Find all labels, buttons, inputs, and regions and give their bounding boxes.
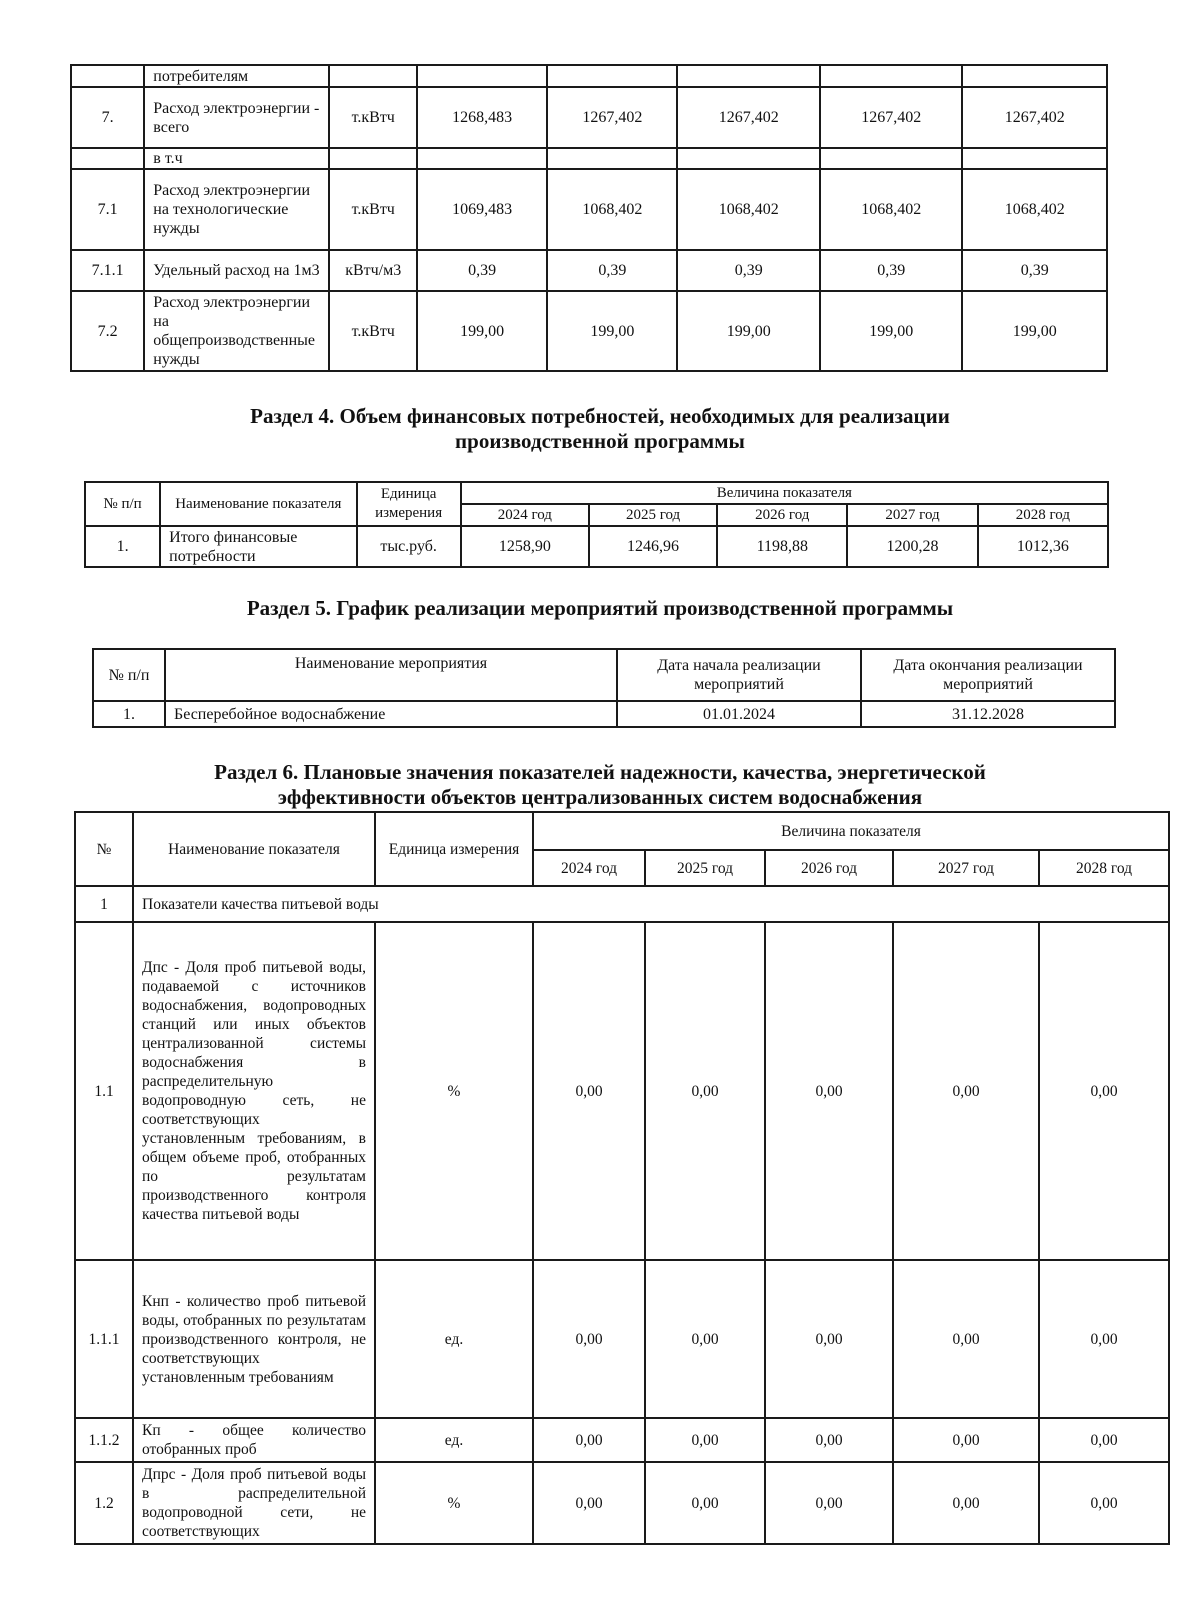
value-cell: 0,00: [765, 1462, 893, 1544]
value-cell: [547, 65, 677, 87]
value-cell: 0,00: [1039, 922, 1169, 1260]
table-row: [75, 1418, 1169, 1462]
header-year: 2024 год: [533, 850, 645, 886]
row-number: 7.1: [71, 169, 144, 250]
row-number: 1.1: [75, 922, 133, 1260]
value-cell: 0,00: [765, 1260, 893, 1418]
value-cell: 1267,402: [962, 87, 1107, 148]
unit-cell: ед.: [375, 1418, 533, 1462]
indicator-name: в т.ч: [144, 148, 329, 169]
value-cell: 199,00: [547, 291, 677, 371]
unit-cell: %: [375, 1462, 533, 1544]
table-header-row: [93, 649, 1115, 701]
indicator-name: Кп - общее количество отобранных проб: [133, 1418, 375, 1462]
header-year: 2026 год: [765, 850, 893, 886]
table-row: [75, 922, 1169, 1260]
indicator-name: Итого финансовые потребности: [160, 526, 356, 567]
value-cell: [547, 148, 677, 169]
header-num: №: [75, 812, 133, 886]
group-number: 1: [75, 886, 133, 922]
value-cell: [677, 65, 819, 87]
indicator-name: Расход электроэнергии - всего: [144, 87, 329, 148]
header-name: Наименование мероприятия: [165, 649, 617, 701]
value-cell: 0,00: [765, 1418, 893, 1462]
value-cell: 0,00: [1039, 1260, 1169, 1418]
table-row: [71, 87, 1107, 148]
row-number: 1.: [93, 701, 165, 727]
header-value: Величина показателя: [461, 482, 1108, 504]
value-cell: 1267,402: [677, 87, 819, 148]
indicator-name: Кнп - количество проб питьевой воды, отобранных по результатам производственного контроля, не соответствующих установленным требованиям: [133, 1260, 375, 1418]
table-row: [71, 169, 1107, 250]
row-number: 1.2: [75, 1462, 133, 1544]
value-cell: [417, 148, 547, 169]
header-num: № п/п: [93, 649, 165, 701]
energy-consumption-table: [70, 64, 1108, 372]
value-cell: 1068,402: [962, 169, 1107, 250]
header-year: 2025 год: [589, 504, 717, 526]
value-cell: [820, 65, 962, 87]
value-cell: [962, 65, 1107, 87]
row-number: 1.1.2: [75, 1418, 133, 1462]
header-year: 2027 год: [893, 850, 1039, 886]
unit-cell: т.кВтч: [329, 87, 417, 148]
table-row: [75, 1260, 1169, 1418]
value-cell: 0,39: [417, 250, 547, 291]
value-cell: 199,00: [820, 291, 962, 371]
value-cell: 1246,96: [589, 526, 717, 567]
header-start: Дата начала реализации мероприятий: [617, 649, 861, 701]
header-end: Дата окончания реализации мероприятий: [861, 649, 1115, 701]
unit-cell: ед.: [375, 1260, 533, 1418]
row-number: 7.: [71, 87, 144, 148]
row-number: 1.: [85, 526, 160, 567]
value-cell: 0,00: [533, 1260, 645, 1418]
section-6-title-line1: Раздел 6. Плановые значения показателей надежности, качества, энергетической: [214, 760, 986, 784]
value-cell: 0,39: [547, 250, 677, 291]
table-header-row: [75, 812, 1169, 850]
value-cell: 0,00: [1039, 1418, 1169, 1462]
value-cell: 199,00: [417, 291, 547, 371]
value-cell: 0,39: [677, 250, 819, 291]
table-row: [71, 250, 1107, 291]
header-unit: Единица измерения: [375, 812, 533, 886]
table-group-row: [75, 886, 1169, 922]
table-row: [93, 701, 1115, 727]
value-cell: 0,00: [1039, 1462, 1169, 1544]
value-cell: 199,00: [677, 291, 819, 371]
value-cell: 0,39: [820, 250, 962, 291]
value-cell: 0,00: [645, 1462, 765, 1544]
row-number: 1.1.1: [75, 1260, 133, 1418]
header-name: Наименование показателя: [133, 812, 375, 886]
section-5-title-line: Раздел 5. График реализации мероприятий производственной программы: [246, 596, 954, 620]
indicator-name: Расход электроэнергии на технологические нужды: [144, 169, 329, 250]
header-year: 2024 год: [461, 504, 589, 526]
indicator-name: Расход электроэнергии на общепроизводственные нужды: [144, 291, 329, 371]
unit-cell: %: [375, 922, 533, 1260]
value-cell: 0,00: [645, 922, 765, 1260]
header-year: 2026 год: [717, 504, 847, 526]
unit-cell: кВтч/м3: [329, 250, 417, 291]
value-cell: 0,00: [893, 1462, 1039, 1544]
section-4-title: [60, 404, 1140, 454]
header-num: № п/п: [85, 482, 160, 526]
header-year: 2025 год: [645, 850, 765, 886]
value-cell: 0,00: [533, 1462, 645, 1544]
unit-cell: тыс.руб.: [357, 526, 461, 567]
header-year: 2028 год: [1039, 850, 1169, 886]
unit-cell: т.кВтч: [329, 291, 417, 371]
unit-cell: т.кВтч: [329, 169, 417, 250]
value-cell: 1198,88: [717, 526, 847, 567]
value-cell: 0,00: [645, 1418, 765, 1462]
value-cell: 0,00: [893, 1418, 1039, 1462]
header-unit: Единица измерения: [357, 482, 461, 526]
value-cell: 0,00: [893, 922, 1039, 1260]
indicator-name: Удельный расход на 1м3: [144, 250, 329, 291]
table-row: [71, 65, 1107, 87]
table-row: [85, 526, 1108, 567]
start-date: 01.01.2024: [617, 701, 861, 727]
value-cell: [417, 65, 547, 87]
value-cell: 1069,483: [417, 169, 547, 250]
header-value: Величина показателя: [533, 812, 1169, 850]
value-cell: 1012,36: [978, 526, 1108, 567]
unit-cell: [329, 148, 417, 169]
value-cell: 1258,90: [461, 526, 589, 567]
value-cell: 0,00: [533, 922, 645, 1260]
value-cell: [677, 148, 819, 169]
row-number: [71, 148, 144, 169]
indicator-name: Дпрс - Доля проб питьевой воды в распределительной водопроводной сети, не соответствующих: [133, 1462, 375, 1544]
row-number: [71, 65, 144, 87]
row-number: 7.2: [71, 291, 144, 371]
table-row: [71, 291, 1107, 371]
header-year: 2027 год: [847, 504, 977, 526]
value-cell: 0,00: [533, 1418, 645, 1462]
section-4-title-line2: производственной программы: [455, 429, 745, 453]
group-name: Показатели качества питьевой воды: [133, 886, 1169, 922]
value-cell: 0,00: [645, 1260, 765, 1418]
end-date: 31.12.2028: [861, 701, 1115, 727]
indicator-name: потребителям: [144, 65, 329, 87]
section-6-title: [60, 760, 1140, 810]
table-row: [71, 148, 1107, 169]
value-cell: 1267,402: [820, 87, 962, 148]
value-cell: 1068,402: [547, 169, 677, 250]
financial-needs-table: [84, 481, 1109, 568]
value-cell: 0,39: [962, 250, 1107, 291]
section-5-title: [60, 596, 1140, 621]
value-cell: 1268,483: [417, 87, 547, 148]
value-cell: 1068,402: [677, 169, 819, 250]
value-cell: 0,00: [893, 1260, 1039, 1418]
header-name: Наименование показателя: [160, 482, 356, 526]
value-cell: 0,00: [765, 922, 893, 1260]
value-cell: [962, 148, 1107, 169]
row-number: 7.1.1: [71, 250, 144, 291]
value-cell: 1267,402: [547, 87, 677, 148]
value-cell: 1200,28: [847, 526, 977, 567]
value-cell: 1068,402: [820, 169, 962, 250]
header-year: 2028 год: [978, 504, 1108, 526]
section-6-title-line2: эффективности объектов централизованных систем водоснабжения: [277, 785, 923, 809]
table-header-row: [85, 482, 1108, 504]
quality-indicators-table: [74, 811, 1170, 1545]
indicator-name: Дпс - Доля проб питьевой воды, подаваемой с источников водоснабжения, водопроводных станций или иных объектов централизованной системы водоснабжения в распределительную водопроводную сеть, не соответствующих установленным требованиям, в общем объеме проб, отобранных по результатам производственного контроля качества питьевой воды: [133, 922, 375, 1260]
unit-cell: [329, 65, 417, 87]
value-cell: 199,00: [962, 291, 1107, 371]
event-name: Бесперебойное водоснабжение: [165, 701, 617, 727]
table-row: [75, 1462, 1169, 1544]
schedule-table: [92, 648, 1116, 728]
section-4-title-line1: Раздел 4. Объем финансовых потребностей, необходимых для реализации: [250, 404, 950, 428]
value-cell: [820, 148, 962, 169]
